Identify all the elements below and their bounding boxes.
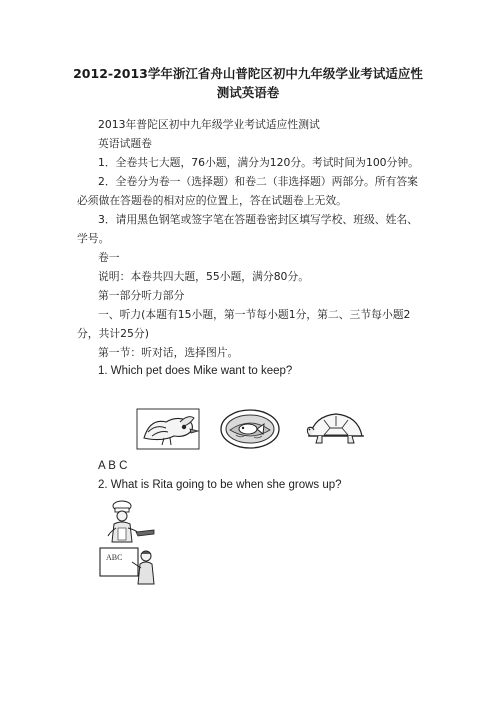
question-1-options: A B C — [98, 460, 128, 472]
question-1: 1. Which pet does Mike want to keep? — [98, 365, 293, 377]
chef-icon — [98, 500, 158, 544]
subsection-heading: 第一节：听对话，选择图片。 — [98, 346, 239, 359]
part-heading: 第一部分听力部分 — [98, 289, 185, 302]
document-title-line-2: 测试英语卷 — [216, 85, 280, 100]
question-2: 2. What is Rita going to be when she grows up? — [98, 479, 342, 491]
instruction-3: 3．请用黑色钢笔或签字笔在答题卷密封区填写学校、班级、姓名、学号。 — [77, 213, 418, 245]
section-heading: 一、听力(本题有15小题，第一节每小题1分，第二、三节每小题2分，共计25分) — [77, 308, 411, 340]
instruction-2: 2．全卷分为卷一（选择题）和卷二（非选择题）两部分。所有答案必须做在答题卷的相对应的位置上，答在试题卷上无效。 — [77, 175, 418, 207]
bird-icon — [136, 408, 200, 450]
volume-note: 说明：本卷共四大题，55小题，满分80分。 — [98, 270, 310, 283]
exam-heading: 2013年普陀区初中九年级学业考试适应性测试 — [98, 118, 320, 131]
paper-heading: 英语试题卷 — [98, 137, 152, 150]
volume-heading: 卷一 — [98, 251, 120, 264]
instruction-1: 1．全卷共七大题，76小题，满分为120分。考试时间为100分钟。 — [98, 156, 419, 169]
blackboard-text: ABC — [106, 553, 123, 562]
turtle-icon — [304, 408, 368, 450]
document-title-line-1: 2012-2013学年浙江省舟山普陀区初中九年级学业考试适应性 — [73, 66, 423, 81]
goldfish-bowl-icon — [218, 408, 282, 450]
document-body — [77, 115, 421, 381]
teacher-icon — [98, 546, 158, 586]
